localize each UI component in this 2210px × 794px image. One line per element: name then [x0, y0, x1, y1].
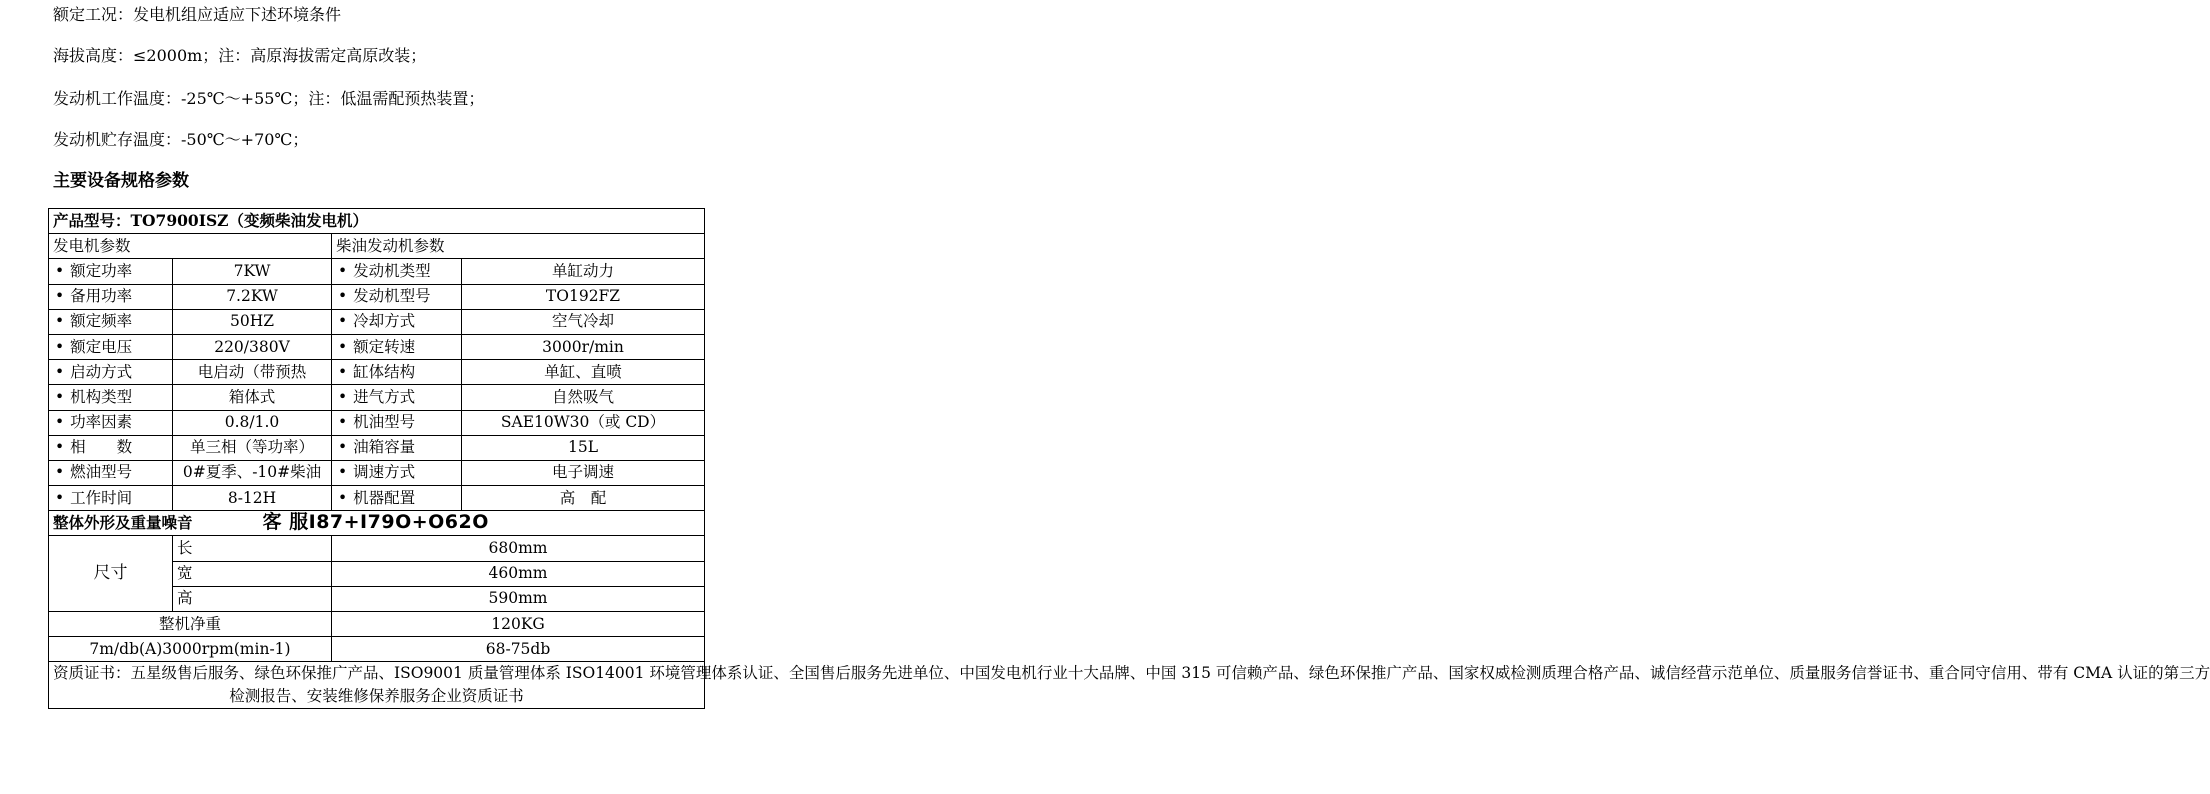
gen-param-label [49, 486, 173, 511]
param-row [49, 309, 705, 334]
param-row [49, 284, 705, 309]
gen-param-label-text: 额定电压 [70, 337, 133, 356]
section-heading: 主要设备规格参数 [53, 171, 189, 191]
gen-param-value: 0#夏季、-10#柴油 [173, 460, 332, 485]
gen-param-value: 8-12H [173, 486, 332, 511]
bullet-icon: • [55, 438, 65, 457]
param-row [49, 410, 705, 435]
eng-param-value: 单缸动力 [462, 259, 705, 284]
gen-param-value: 单三相（等功率） [173, 435, 332, 460]
param-row [49, 435, 705, 460]
weight-label: 整机净重 [49, 612, 332, 637]
gen-param-label [49, 385, 173, 410]
eng-param-label-text: 缸体结构 [353, 362, 416, 381]
certificates-text-last: 检测报告、安装维修保养服务企业资质证书 [229, 687, 524, 706]
bullet-icon: • [55, 287, 65, 306]
gen-param-value: 箱体式 [173, 385, 332, 410]
bullet-icon: • [338, 261, 348, 280]
gen-param-value: 0.8/1.0 [173, 410, 332, 435]
gen-param-value: 50HZ [173, 309, 332, 334]
bullet-icon: • [55, 387, 65, 406]
product-model-value: TO7900ISZ（变频柴油发电机） [130, 211, 368, 231]
size-label: 尺寸 [49, 536, 173, 612]
bullet-icon: • [338, 362, 348, 381]
eng-param-label [332, 334, 462, 359]
bullet-icon: • [55, 362, 65, 381]
gen-param-label [49, 360, 173, 385]
param-row [49, 486, 705, 511]
gen-param-label-text: 机构类型 [70, 387, 133, 406]
bullet-icon: • [55, 413, 65, 432]
eng-param-value: 3000r/min [462, 334, 705, 359]
certificates-text: 资质证书：五星级售后服务、绿色环保推广产品、ISO9001 质量管理体系 ISO14001 环境管理体系认证、全国售后服务先进单位、中国发电机行业十大品牌、中国 315 可信赖产品、绿色环保推广产品、国家权威检测质理合格产品、诚信经营示范单位、质量服务信誉证书、重合同守信用、带有 CMA 认证的第三方 [53, 664, 2210, 683]
generator-params-header: 发电机参数 [49, 234, 332, 259]
param-row [49, 334, 705, 359]
eng-param-value: 电子调速 [462, 460, 705, 485]
bullet-icon: • [338, 463, 348, 482]
gen-param-label [49, 334, 173, 359]
gen-param-value: 7.2KW [173, 284, 332, 309]
gen-param-label [49, 435, 173, 460]
eng-param-label-text: 机器配置 [353, 488, 416, 507]
certificates-cell [49, 662, 2210, 709]
gen-param-label-text: 备用功率 [70, 287, 133, 306]
intro-line-1: 额定工况：发电机组应适应下述环境条件 [53, 5, 342, 24]
dims-header: 整体外形及重量噪音 [53, 513, 193, 533]
gen-param-label [49, 259, 173, 284]
gen-param-label-text: 功率因素 [70, 413, 133, 432]
gen-param-label [49, 284, 173, 309]
dim-value: 680mm [332, 536, 705, 561]
eng-param-value: TO192FZ [462, 284, 705, 309]
eng-param-value: 自然吸气 [462, 385, 705, 410]
bullet-icon: • [338, 287, 348, 306]
eng-param-label-text: 发动机类型 [353, 261, 431, 280]
gen-param-value: 电启动（带预热 [173, 360, 332, 385]
eng-param-label-text: 冷却方式 [353, 312, 416, 331]
eng-param-label [332, 435, 462, 460]
noise-value: 68-75db [332, 637, 705, 662]
bullet-icon: • [55, 488, 65, 507]
param-row [49, 259, 705, 284]
bullet-icon: • [338, 312, 348, 331]
bullet-icon: • [55, 261, 65, 280]
weight-row [49, 612, 705, 637]
table-title-row [49, 209, 705, 234]
gen-param-value: 220/380V [173, 334, 332, 359]
product-model-prefix: 产品型号： [53, 211, 131, 231]
dims-header-cell [49, 511, 705, 536]
eng-param-label-text: 进气方式 [353, 387, 416, 406]
gen-param-label-text: 额定功率 [70, 261, 133, 280]
eng-param-label [332, 259, 462, 284]
eng-param-value: 15L [462, 435, 705, 460]
section-header-row [49, 234, 705, 259]
noise-label: 7m/db(A)3000rpm(min-1) [49, 637, 332, 662]
dim-row-length [49, 536, 705, 561]
bullet-icon: • [55, 463, 65, 482]
dim-label: 宽 [173, 561, 332, 586]
customer-service-watermark: 客 服I87+I79O+O62O [262, 511, 489, 534]
gen-param-label-text: 额定频率 [70, 312, 133, 331]
intro-line-2: 海拔高度：≤2000m；注：高原海拔需定高原改装； [53, 46, 427, 65]
gen-param-label-text: 启动方式 [70, 362, 133, 381]
dim-label: 长 [173, 536, 332, 561]
dim-value: 590mm [332, 586, 705, 611]
gen-param-label-text: 工作时间 [70, 488, 133, 507]
eng-param-label [332, 284, 462, 309]
bullet-icon: • [338, 438, 348, 457]
eng-param-label [332, 309, 462, 334]
eng-param-label [332, 360, 462, 385]
spec-table [48, 208, 2210, 709]
eng-param-label-text: 调速方式 [353, 463, 416, 482]
bullet-icon: • [55, 337, 65, 356]
gen-param-label [49, 309, 173, 334]
gen-param-label-text: 相 数 [70, 438, 133, 457]
bullet-icon: • [338, 488, 348, 507]
dim-label: 高 [173, 586, 332, 611]
product-model-cell [49, 209, 705, 234]
weight-value: 120KG [332, 612, 705, 637]
gen-param-label [49, 410, 173, 435]
eng-param-label-text: 额定转速 [353, 337, 416, 356]
eng-param-label-text: 机油型号 [353, 413, 416, 432]
bullet-icon: • [338, 337, 348, 356]
eng-param-value: 高 配 [462, 486, 705, 511]
eng-param-label [332, 385, 462, 410]
eng-param-value: SAE10W30（或 CD） [462, 410, 705, 435]
eng-param-label [332, 410, 462, 435]
param-row [49, 460, 705, 485]
param-row [49, 385, 705, 410]
eng-param-label-text: 发动机型号 [353, 287, 431, 306]
certificates-row [49, 662, 705, 709]
bullet-icon: • [55, 312, 65, 331]
dims-header-row [49, 511, 705, 536]
intro-line-3: 发动机工作温度：-25℃～+55℃；注：低温需配预热装置； [53, 89, 485, 108]
intro-line-4: 发动机贮存温度：-50℃～+70℃； [53, 130, 309, 149]
bullet-icon: • [338, 387, 348, 406]
eng-param-value: 空气冷却 [462, 309, 705, 334]
gen-param-label [49, 460, 173, 485]
eng-param-label [332, 460, 462, 485]
eng-param-label [332, 486, 462, 511]
engine-params-header: 柴油发动机参数 [332, 234, 705, 259]
noise-row [49, 637, 705, 662]
dim-value: 460mm [332, 561, 705, 586]
eng-param-value: 单缸、直喷 [462, 360, 705, 385]
eng-param-label-text: 油箱容量 [353, 438, 416, 457]
param-row [49, 360, 705, 385]
gen-param-label-text: 燃油型号 [70, 463, 133, 482]
gen-param-value: 7KW [173, 259, 332, 284]
bullet-icon: • [338, 413, 348, 432]
